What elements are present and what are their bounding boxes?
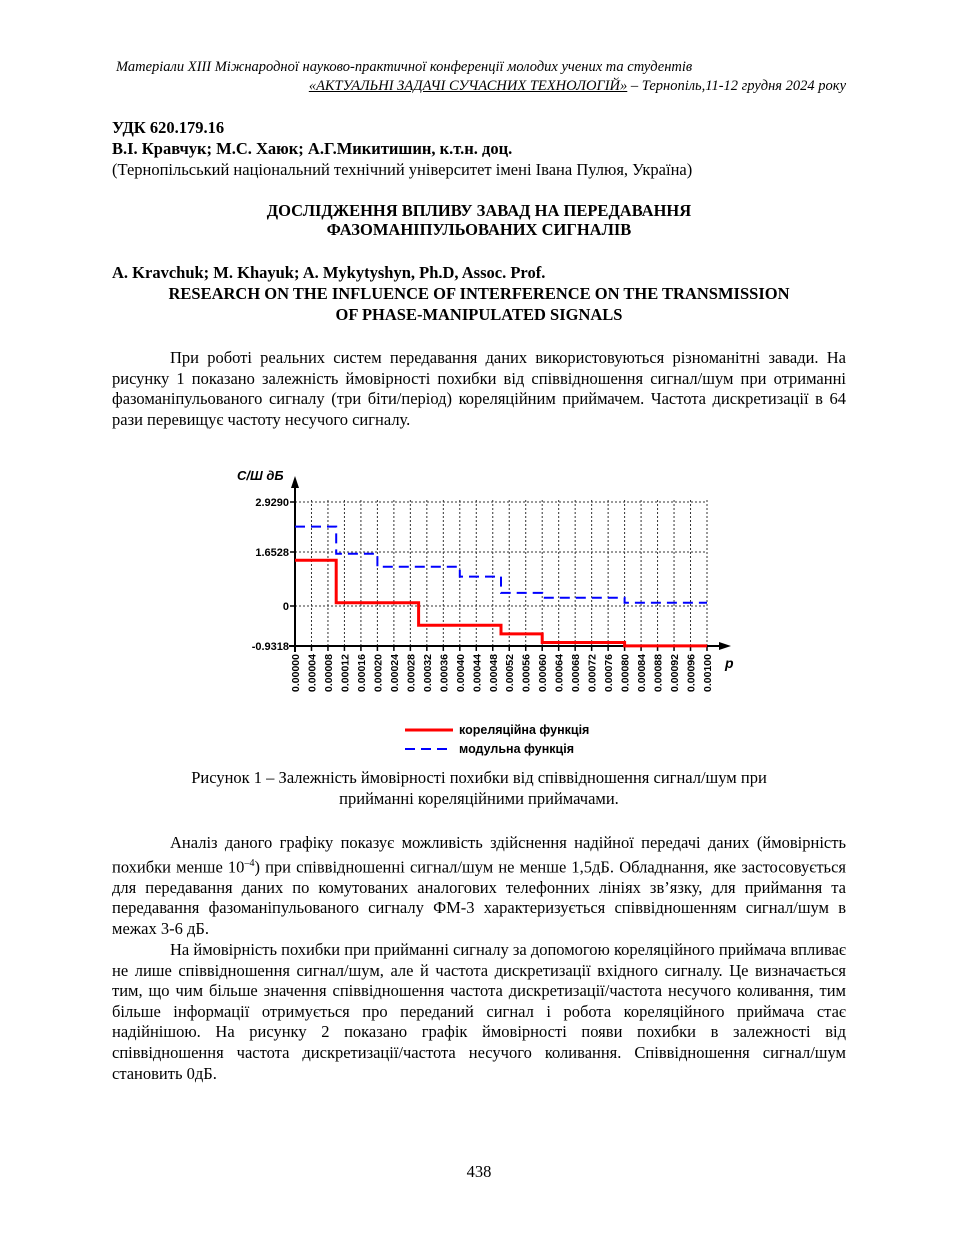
x-tick-label: 0.00044 [471, 654, 484, 692]
x-tick-label: 0.00020 [372, 654, 385, 692]
x-tick-label: 0.00004 [306, 654, 319, 692]
chart-legend [405, 723, 589, 756]
conference-name: «АКТУАЛЬНІ ЗАДАЧІ СУЧАСНИХ ТЕХНОЛОГІЙ» [308, 78, 628, 94]
paragraph-2 [112, 833, 846, 939]
x-tick-label: 0.00076 [603, 654, 616, 692]
x-tick-label: 0.00036 [438, 654, 451, 692]
x-tick-label: 0.00032 [421, 654, 434, 692]
x-tick-labels [290, 646, 714, 692]
title-ua-line2: ФАЗОМАНІПУЛЬОВАНИХ СИГНАЛІВ [326, 220, 632, 239]
y-axis-arrow [291, 476, 299, 488]
x-tick-label: 0.00016 [355, 654, 368, 692]
paragraph-3: На ймовірність похибки при прийманні сигналу за допомогою кореляційного приймача впливає не лише співвідношення сигнал/шум, але й частота дискретизації вхідного сигналу. Це визначається тим, що чим більше значення співвідношення частота дискретизації/частота несучого коливання, тим більше інформації отримується про переданий сигнал і робота кореляційного приймача стає надійнішою. На рисунку 2 показано графік ймовірності появи похибки в залежності від співвідношення частота дискретизації/частота несучого коливання. Співвідношення сигнал/шум становить 0дБ. [112, 940, 847, 1083]
x-tick-label: 0.00068 [570, 654, 583, 692]
paragraph-2-start: Аналіз даного графіку показує можливість здійснення надійної передачі даних (ймовірність похибки менше 10 [112, 833, 846, 877]
x-tick-label: 0.00040 [454, 654, 467, 692]
title-ua-line1: ДОСЛІДЖЕННЯ ВПЛИВУ ЗАВАД НА ПЕРЕДАВАННЯ [266, 201, 692, 220]
title-en-line1: RESEARCH ON THE INFLUENCE OF INTERFERENCE ON THE TRANSMISSION [168, 284, 790, 303]
x-axis-label: p [725, 655, 734, 671]
x-tick-label: 0.00096 [685, 654, 698, 692]
x-tick-label: 0.00012 [339, 654, 352, 692]
y-tick-label: 2.9290 [255, 497, 289, 509]
series-line-correlation [295, 560, 707, 646]
exponent: –4 [244, 857, 255, 869]
y-tick-label: -0.9318 [251, 641, 289, 653]
figure-caption-line2: прийманні кореляційними приймачами. [339, 789, 619, 808]
conference-header-line2 [309, 77, 846, 96]
figure-caption-line1: Рисунок 1 – Залежність ймовірності похибки від співвідношення сигнал/шум при [191, 768, 767, 787]
chart-svg [225, 462, 765, 762]
x-tick-label: 0.00052 [504, 654, 517, 692]
y-tick-labels [252, 497, 295, 653]
affiliation: (Тернопільський національний технічний університет імені Івана Пулюя, Україна) [112, 160, 693, 179]
x-tick-label: 0.00064 [553, 654, 566, 692]
udk-code: УДК 620.179.16 [112, 118, 225, 137]
x-tick-label: 0.00060 [537, 654, 550, 692]
authors-ua: В.І. Кравчук; М.С. Хаюк; А.Г.Микитишин, к.т.н. доц. [112, 139, 513, 158]
legend-label: модульна функція [459, 742, 575, 756]
paragraph-1: При роботі реальних систем передавання даних використовуються різноманітні завади. На рисунку 1 показано залежність ймовірності похибки від співвідношення сигнал/шум при отриманні фазоманіпульованого сигналу (три біти/період) кореляційним приймачем. Частота дискретизації в 64 рази перевищує частоту несучого сигналу. [112, 348, 846, 429]
x-tick-label: 0.00072 [586, 654, 599, 692]
paragraph-2-end: ) при співвідношенні сигнал/шум не менше 1,5дБ. Обладнання, яке застосовується для передавання даних по комутованих аналогових телефонних лініях зв’язку, для приймання та передавання фазоманіпульованого сигналу ФМ-3 характеризується співвідношенням сигнал/шум в межах 3-6 дБ. [112, 857, 846, 938]
figure-1-chart [225, 462, 765, 762]
x-tick-label: 0.00000 [290, 654, 302, 692]
x-tick-label: 0.00028 [405, 654, 418, 692]
x-tick-label: 0.00048 [487, 654, 500, 692]
title-en-line2: OF PHASE-MANIPULATED SIGNALS [335, 305, 623, 324]
series-line-modulus [295, 527, 707, 603]
y-axis-label: С/Ш дБ [237, 468, 284, 483]
x-tick-label: 0.00084 [636, 654, 649, 692]
x-tick-label: 0.00024 [388, 654, 401, 692]
legend-label: кореляційна функція [459, 723, 590, 737]
x-tick-label: 0.00100 [702, 654, 714, 692]
chart-series [295, 527, 707, 646]
x-axis-arrow [719, 642, 731, 650]
page-number: 438 [466, 1162, 492, 1181]
y-tick-label: 0 [282, 601, 289, 613]
conference-place-date: – Тернопіль,11-12 грудня 2024 року [627, 78, 846, 94]
y-tick-label: 1.6528 [255, 547, 289, 559]
x-tick-label: 0.00008 [322, 654, 335, 692]
x-tick-label: 0.00080 [619, 654, 632, 692]
x-tick-label: 0.00092 [669, 654, 682, 692]
conference-header-line1: Матеріали XIII Міжнародної науково-практичної конференції молодих учених та студентів [116, 59, 693, 75]
authors-en: A. Kravchuk; M. Khayuk; A. Mykytyshyn, Ph.D, Assoc. Prof. [112, 263, 546, 282]
x-tick-label: 0.00088 [652, 654, 665, 692]
x-tick-label: 0.00056 [520, 654, 533, 692]
